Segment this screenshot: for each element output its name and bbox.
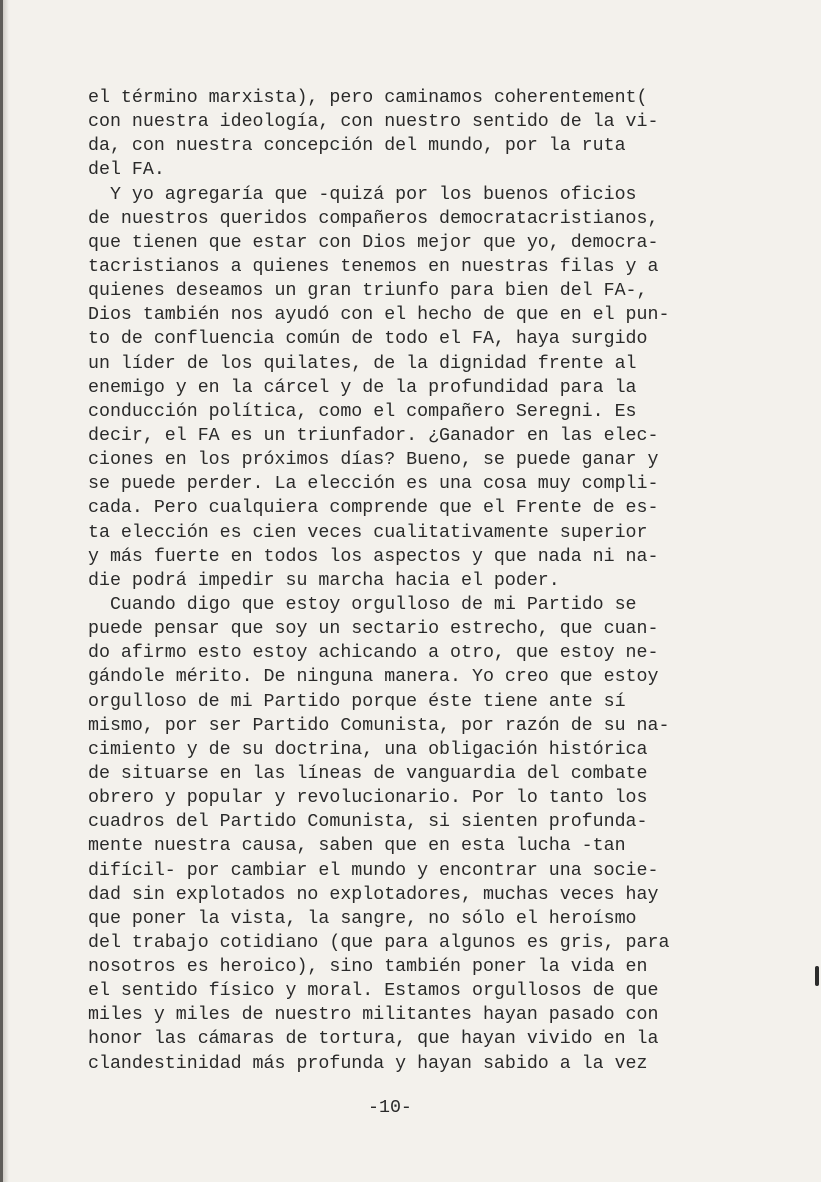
text-line: del FA.: [88, 160, 165, 181]
text-line: ciones en los próximos días? Bueno, se puede ganar y: [88, 450, 659, 471]
text-line: se puede perder. La elección es una cosa muy compli-: [88, 474, 659, 495]
text-line: y más fuerte en todos los aspectos y que nada ni na-: [88, 546, 659, 567]
text-line: ta elección es cien veces cualitativamente superior: [88, 522, 648, 543]
text-line: del trabajo cotidiano (que para algunos es gris, para: [88, 932, 670, 953]
text-line: el término marxista), pero caminamos coherentement(: [88, 88, 648, 108]
text-line: orgulloso de mi Partido porque éste tiene ante sí: [88, 691, 626, 712]
text-line: cimiento y de su doctrina, una obligación histórica: [88, 739, 648, 760]
text-line: con nuestra ideología, con nuestro sentido de la vi-: [88, 112, 659, 133]
text-line: que tienen que estar con Dios mejor que yo, democra-: [88, 232, 659, 253]
text-line: do afirmo esto estoy achicando a otro, que estoy ne-: [88, 643, 659, 664]
text-line: quienes deseamos un gran triunfo para bien del FA-,: [88, 281, 648, 302]
text-line: conducción política, como el compañero Seregni. Es: [88, 401, 637, 422]
text-line: Cuando digo que estoy orgulloso de mi Partido se: [88, 594, 637, 615]
text-line: gándole mérito. De ninguna manera. Yo creo que estoy: [88, 667, 659, 688]
text-line: cada. Pero cualquiera comprende que el Frente de es-: [88, 498, 659, 519]
text-line: mente nuestra causa, saben que en esta lucha -tan: [88, 836, 626, 857]
text-line: un líder de los quilates, de la dignidad frente al: [88, 353, 637, 374]
text-line: mismo, por ser Partido Comunista, por razón de su na-: [88, 715, 670, 736]
text-line: puede pensar que soy un sectario estrecho, que cuan-: [88, 619, 659, 640]
text-line: nosotros es heroico), sino también poner la vida en: [88, 957, 648, 978]
text-line: die podrá impedir su marcha hacia el poder.: [88, 570, 560, 591]
text-line: da, con nuestra concepción del mundo, por la ruta: [88, 136, 626, 157]
text-line: decir, el FA es un triunfador. ¿Ganador en las elec-: [88, 425, 659, 446]
body-text: [88, 86, 728, 1076]
text-line: miles y miles de nuestro militantes hayan pasado con: [88, 1005, 659, 1026]
text-line: de situarse en las líneas de vanguardia del combate: [88, 763, 648, 784]
text-line: to de confluencia común de todo el FA, haya surgido: [88, 329, 648, 350]
text-line: tacristianos a quienes tenemos en nuestras filas y a: [88, 256, 659, 277]
text-line: obrero y popular y revolucionario. Por lo tanto los: [88, 788, 648, 809]
text-line: clandestinidad más profunda y hayan sabido a la vez: [88, 1053, 648, 1074]
text-line: el sentido físico y moral. Estamos orgullosos de que: [88, 981, 659, 1002]
text-line: difícil- por cambiar el mundo y encontrar una socie-: [88, 860, 659, 881]
ink-speck: [815, 966, 819, 986]
text-line: que poner la vista, la sangre, no sólo el heroísmo: [88, 908, 637, 929]
text-line: enemigo y en la cárcel y de la profundidad para la: [88, 377, 637, 398]
text-line: Y yo agregaría que -quizá por los buenos oficios: [88, 184, 637, 205]
page-binding-shadow: [3, 0, 9, 1182]
text-line: Dios también nos ayudó con el hecho de que en el pun-: [88, 305, 670, 326]
text-line: dad sin explotados no explotadores, muchas veces hay: [88, 884, 659, 905]
text-line: de nuestros queridos compañeros democratacristianos,: [88, 208, 659, 229]
text-line: honor las cámaras de tortura, que hayan vivido en la: [88, 1029, 659, 1050]
page-number: -10-: [368, 1098, 412, 1118]
text-line: cuadros del Partido Comunista, si sienten profunda-: [88, 812, 648, 833]
